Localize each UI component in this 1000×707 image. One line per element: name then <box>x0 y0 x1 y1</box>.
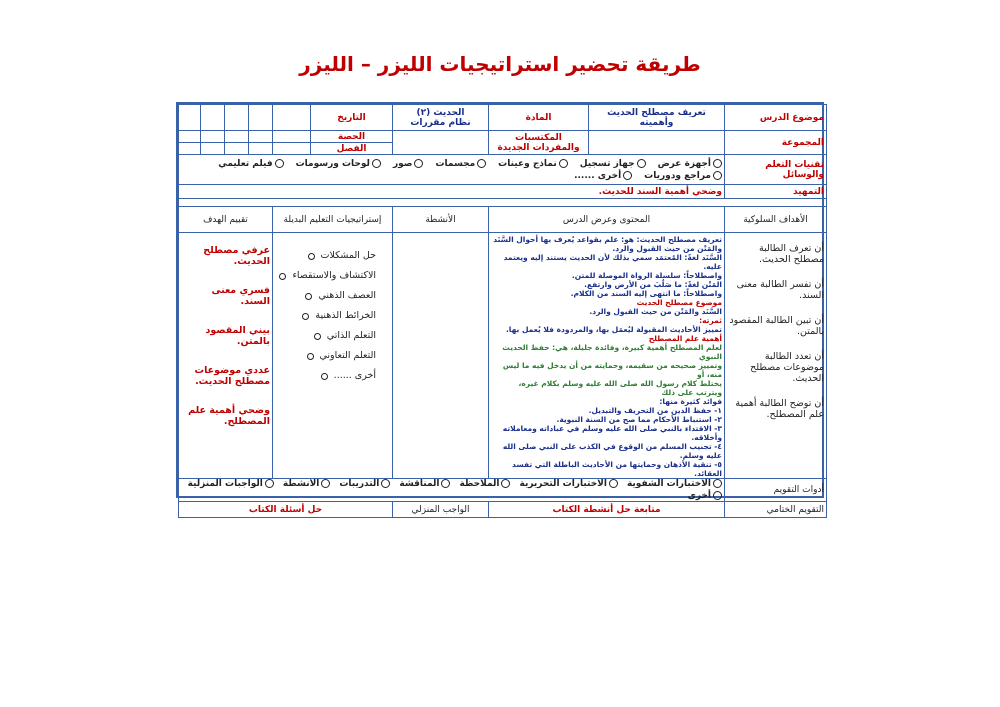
radio-circle-icon <box>501 479 510 488</box>
activities-cell <box>393 233 489 479</box>
content-line: واصطلاحاً: سلسلة الرواة الموصلة للمتن. <box>571 271 722 280</box>
tool-option[interactable]: مراجع ودوريات <box>644 171 722 181</box>
class-cell-1[interactable] <box>273 143 311 155</box>
assessment-option[interactable]: المناقشة <box>399 479 450 489</box>
radio-circle-icon <box>609 479 618 488</box>
tools-options <box>179 155 725 185</box>
radio-circle-icon <box>713 159 722 168</box>
objective-item: أن تعدد الطالبة موضوعات مصطلح الحديث. <box>750 351 824 384</box>
objective-item: أن تبين الطالبة المقصود بالمتن. <box>729 315 824 337</box>
subject-cell <box>393 105 489 131</box>
col-strategies-header: إستراتيجيات التعليم البديلة <box>273 207 393 233</box>
evaluation-item: عرفي مصطلح الحديث. <box>203 245 270 267</box>
date-label: التاريخ <box>311 105 393 131</box>
strategy-option[interactable]: التعلم التعاوني <box>275 351 390 361</box>
content-line: لعلم المصطلح أهمية كبيرة، وفائدة جليلة، هي: حفظ الحديث النبوي <box>502 343 722 361</box>
vocab-label: المكتسبات والمفردات الجديدة <box>489 131 589 155</box>
radio-circle-icon <box>713 491 722 500</box>
date-cell-2[interactable] <box>249 105 273 131</box>
assessment-option[interactable]: الاختبارات التحريرية <box>519 479 617 489</box>
tool-option[interactable]: فيلم تعليمي <box>218 159 283 169</box>
content-cell <box>489 233 725 479</box>
date-cell-4[interactable] <box>201 105 225 131</box>
radio-circle-icon <box>307 353 314 360</box>
date-cell-1[interactable] <box>273 105 311 131</box>
assessment-option[interactable]: أخرى <box>688 491 722 501</box>
date-cell-5[interactable] <box>179 105 201 131</box>
content-line: تعريف مصطلح الحديث: هو: علم بقواعد يُعرف بها أحوال السَّنَد والمَتْن من حيث القبول والرد. <box>493 235 722 253</box>
row-final-evaluation <box>179 502 827 518</box>
final-label: التقويم الختامي <box>725 502 827 518</box>
content-line: أهمية علم المصطلح <box>648 334 722 343</box>
class-cell-3[interactable] <box>225 143 249 155</box>
content-line: تمييز الأحاديث المقبولة ليُعمَل بها، والمردودة فلا يُعمل بها. <box>505 325 722 334</box>
strategies-cell <box>273 233 393 479</box>
evaluation-item: وضحي أهمية علم المصطلح. <box>188 405 270 427</box>
radio-circle-icon <box>308 253 315 260</box>
assessment-option[interactable]: الاختبارات الشفوية <box>627 479 722 489</box>
radio-circle-icon <box>305 293 312 300</box>
col-evaluation-header: تقييم الهدف <box>179 207 273 233</box>
class-cell-5[interactable] <box>179 143 201 155</box>
radio-circle-icon <box>279 273 286 280</box>
subject-system: نظام مقررات <box>410 117 471 128</box>
intro-label: التمهيد <box>725 185 827 199</box>
radio-circle-icon <box>265 479 274 488</box>
strategy-option[interactable]: حل المشكلات <box>275 251 390 261</box>
content-line: يختلط كلام رسول الله صلى الله عليه وسلم بكلام غيره، ويترتب على ذلك <box>518 379 722 397</box>
tool-option[interactable]: أخرى ...... <box>574 171 632 181</box>
col-activities-header: الأنشطة <box>393 207 489 233</box>
col-objectives-header: الأهداف السلوكية <box>725 207 827 233</box>
evaluation-item: عددي موضوعات مصطلح الحديث. <box>194 365 270 387</box>
period-cell-5[interactable] <box>179 131 201 143</box>
period-cell-4[interactable] <box>201 131 225 143</box>
class-cell-4[interactable] <box>201 143 225 155</box>
content-line: ٣- الاقتداء بالنبي صلى الله عليه وسلم في عباداته ومعاملاته وأخلاقه. <box>502 424 722 442</box>
evaluation-item: بيني المقصود بالمتن. <box>205 325 270 347</box>
radio-circle-icon <box>302 313 309 320</box>
strategy-option[interactable]: العصف الذهني <box>275 291 390 301</box>
page-title: طريقة تحضير استراتيجيات الليزر – الليزر <box>299 52 701 76</box>
tools-label: تقنيات التعلم والوسائل <box>725 155 827 185</box>
assessment-option[interactable]: الملاحظة <box>459 479 510 489</box>
objective-item: أن تعرف الطالبة مصطلح الحديث. <box>758 243 824 265</box>
radio-circle-icon <box>713 479 722 488</box>
row-spacer <box>179 199 827 207</box>
content-line: واصطلاحاً: ما انتهى إليه السند من الكلام. <box>570 289 722 298</box>
content-line: وتمييز صحيحه من سقيمه، وحمايته من أن يدخل فيه ما ليس منه، أو <box>502 361 722 379</box>
content-line: المَتْن لغةً: ما صَلُبَ من الأرض وارتفع. <box>584 280 722 289</box>
lesson-plan-table <box>178 104 827 518</box>
vocab-value[interactable] <box>393 131 489 155</box>
radio-circle-icon <box>321 479 330 488</box>
subject-label: المادة <box>489 105 589 131</box>
group-value[interactable] <box>589 131 725 155</box>
radio-circle-icon <box>372 159 381 168</box>
spacer-cell <box>179 199 827 207</box>
row-intro <box>179 185 827 199</box>
row-main-body <box>179 233 827 479</box>
evaluation-cell <box>179 233 273 479</box>
objective-item: أن تفسر الطالبة معنى السند. <box>736 279 824 301</box>
assessment-option[interactable]: الأنشطة <box>283 479 331 489</box>
period-cell-3[interactable] <box>225 131 249 143</box>
radio-circle-icon <box>441 479 450 488</box>
strategy-option[interactable]: الخرائط الذهنية <box>275 311 390 321</box>
assessment-tools-options <box>179 479 725 502</box>
tool-option[interactable]: جهاز تسجيل <box>580 159 646 169</box>
radio-circle-icon <box>275 159 284 168</box>
content-lines <box>491 235 722 478</box>
radio-circle-icon <box>381 479 390 488</box>
period-label: الحصة <box>311 131 393 143</box>
strategy-option[interactable]: التعلم الذاتي <box>275 331 390 341</box>
tool-option[interactable]: نماذج وعينات <box>498 159 568 169</box>
content-line: ثمرته: <box>699 316 722 325</box>
radio-circle-icon <box>321 373 328 380</box>
lesson-topic-label: موضوع الدرس <box>725 105 827 131</box>
row-tools <box>179 155 827 185</box>
homework-value: حل أسئلة الكتاب <box>179 502 393 518</box>
radio-circle-icon <box>713 171 722 180</box>
tool-option[interactable]: أجهزة عرض <box>658 159 722 169</box>
content-line: موضوع مصطلح الحديث <box>636 298 722 307</box>
tool-option[interactable]: صور <box>393 159 424 169</box>
radio-circle-icon <box>314 333 321 340</box>
period-cell-2[interactable] <box>249 131 273 143</box>
row-column-headers <box>179 207 827 233</box>
final-value: متابعة حل أنشطة الكتاب <box>489 502 725 518</box>
content-line: ١- حفظ الدين من التحريف والتبديل. <box>588 406 722 415</box>
strategy-option[interactable]: الاكتشاف والاستقصاء <box>275 271 390 281</box>
content-line: ٥- تنقية الأذهان وحمايتها من الأحاديث الباطلة التي تفسد العقائد. <box>512 460 722 478</box>
evaluation-item: فسري معنى السند. <box>211 285 270 307</box>
strategy-option[interactable]: أخرى ...... <box>275 371 390 381</box>
date-cell-3[interactable] <box>225 105 249 131</box>
assessment-option[interactable]: الواجبات المنزلية <box>188 479 274 489</box>
lesson-plan-form <box>176 102 824 515</box>
content-line: ٢- استنباط الأحكام مما صح من السنة النبوية. <box>556 415 722 424</box>
tool-option[interactable]: مجسمات <box>435 159 486 169</box>
homework-label: الواجب المنزلي <box>393 502 489 518</box>
objectives-cell <box>725 233 827 479</box>
period-cell-1[interactable] <box>273 131 311 143</box>
tool-option[interactable]: لوحات ورسومات <box>296 159 381 169</box>
content-line: السَّنَد لغةً: المُعتمَد سمي بذلك لأن الحديث يستند إليه ويعتمد عليه. <box>503 253 722 271</box>
lesson-topic-value: تعريف مصطلح الحديث وأهميته <box>589 105 725 131</box>
class-cell-2[interactable] <box>249 143 273 155</box>
radio-circle-icon <box>623 171 632 180</box>
row-assessment-tools <box>179 479 827 502</box>
content-line: فوائد كثيرة منها: <box>659 397 722 406</box>
content-line: السَّنَد والمَتْن من حيث القبول والرد. <box>589 307 722 316</box>
assessment-option[interactable]: التدريبات <box>339 479 390 489</box>
subject-value: الحديث (٢) <box>416 107 465 118</box>
radio-circle-icon <box>414 159 423 168</box>
row-group <box>179 131 827 143</box>
row-lesson-topic <box>179 105 827 131</box>
class-label: الفصل <box>311 143 393 155</box>
group-label: المجموعة <box>725 131 827 155</box>
assessment-tools-label: أدوات التقويم <box>725 479 827 502</box>
radio-circle-icon <box>637 159 646 168</box>
radio-circle-icon <box>559 159 568 168</box>
radio-circle-icon <box>477 159 486 168</box>
objective-item: أن توضح الطالبة أهمية علم المصطلح. <box>735 398 824 420</box>
col-content-header: المحتوى وعرض الدرس <box>489 207 725 233</box>
content-line: ٤- تجنيب المسلم من الوقوع في الكذب على النبي صلى الله عليه وسلم. <box>502 442 722 460</box>
intro-value: وضحي أهمية السند للحديث. <box>179 185 725 199</box>
